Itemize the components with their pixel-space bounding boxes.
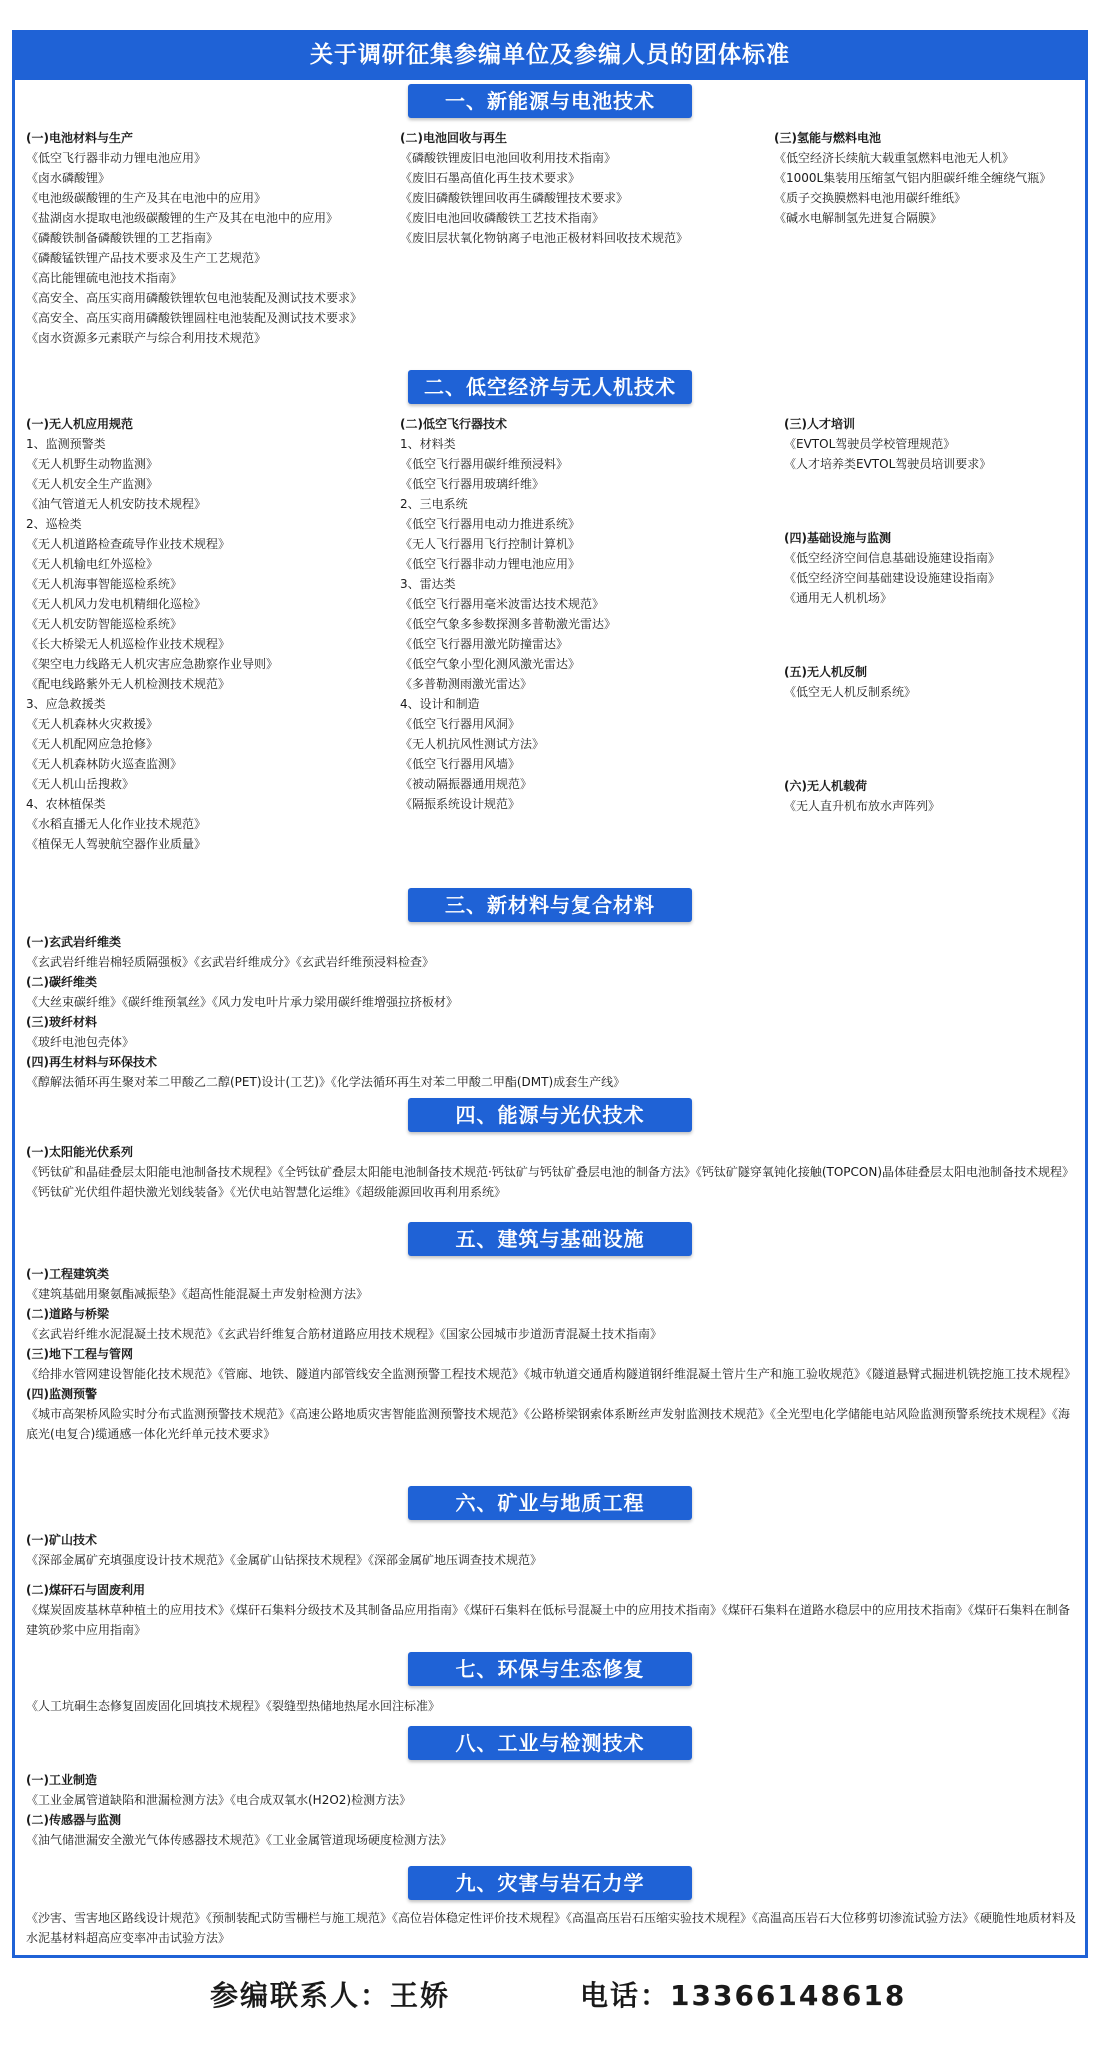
list-line: 《卤水磷酸锂》 xyxy=(26,171,111,185)
s1-col-3 xyxy=(774,128,1084,228)
list-line: 《高安全、高压实商用磷酸铁锂软包电池装配及测试技术要求》 xyxy=(26,291,363,305)
standard-list: 《大丝束碳纤维》《碳纤维预氧丝》《风力发电叶片承力梁用碳纤维增强拉挤板材》 xyxy=(26,995,459,1009)
list-line: 《无人机野生动物监测》 xyxy=(26,457,159,471)
s2-col-3-training xyxy=(784,414,1084,474)
list-line: (三)氢能与燃料电池 xyxy=(774,131,881,145)
list-line: 《无人直升机布放水声阵列》 xyxy=(784,799,941,813)
s1-col-2 xyxy=(400,128,770,248)
standard-list: 《沙害、雪害地区路线设计规范》《预制装配式防雪栅栏与施工规范》《高位岩体稳定性评价技术规程》《高温高压岩石压缩实验技术规程》《高温高压岩石大位移剪切渗流试验方法》《硬脆性地质材料及水泥基材料超高应变率冲击试验方法》 xyxy=(26,1911,1077,1945)
list-line: (五)无人机反制 xyxy=(784,665,867,679)
list-line: 《植保无人驾驶航空器作业质量》 xyxy=(26,837,207,851)
list-line: 《质子交换膜燃料电池用碳纤维纸》 xyxy=(774,191,967,205)
standard-list: 《玄武岩纤维岩棉轻质隔强板》《玄武岩纤维成分》《玄武岩纤维预浸料检查》 xyxy=(26,955,435,969)
list-line: 《EVTOL驾驶员学校管理规范》 xyxy=(784,437,956,451)
s7-block xyxy=(26,1696,1076,1716)
list-line: 《无人机安全生产监测》 xyxy=(26,477,159,491)
list-line: 《隔振系统设计规范》 xyxy=(400,797,521,811)
standard-list: 《玻纤电池包壳体》 xyxy=(26,1035,135,1049)
list-line: 《高比能锂硫电池技术指南》 xyxy=(26,271,183,285)
list-line: 《无人机配网应急抢修》 xyxy=(26,737,159,751)
list-line: 《无人机山岳搜救》 xyxy=(26,777,135,791)
list-line: (三)人才培训 xyxy=(784,417,855,431)
category-heading: (一)工程建筑类 xyxy=(26,1267,109,1281)
list-line: 《卤水资源多元素联产与综合利用技术规范》 xyxy=(26,331,267,345)
s5-block xyxy=(26,1264,1076,1444)
section-banner-low-altitude: 二、低空经济与无人机技术 xyxy=(408,370,692,404)
list-line: 3、应急救援类 xyxy=(26,697,106,711)
list-line: 1、材料类 xyxy=(400,437,456,451)
section-banner-industry: 八、工业与检测技术 xyxy=(408,1726,692,1760)
category-heading: (二)道路与桥梁 xyxy=(26,1307,109,1321)
section-banner-new-materials: 三、新材料与复合材料 xyxy=(408,888,692,922)
category-heading: (一)玄武岩纤维类 xyxy=(26,935,121,949)
section-banner-new-energy: 一、新能源与电池技术 xyxy=(408,84,692,118)
category-heading: (四)再生材料与环保技术 xyxy=(26,1055,157,1069)
list-line: 《无人机安防智能巡检系统》 xyxy=(26,617,183,631)
list-line: 《废旧磷酸铁锂回收再生磷酸锂技术要求》 xyxy=(400,191,629,205)
list-line: 《低空飞行器非动力锂电池应用》 xyxy=(400,557,581,571)
list-line: 《低空飞行器用风洞》 xyxy=(400,717,521,731)
s6-block xyxy=(26,1530,1076,1640)
category-heading: (一)矿山技术 xyxy=(26,1533,97,1547)
category-heading: (三)地下工程与管网 xyxy=(26,1347,133,1361)
list-line: 4、设计和制造 xyxy=(400,697,480,711)
standard-list: 《玄武岩纤维水泥混凝土技术规范》《玄武岩纤维复合筋材道路应用技术规程》《国家公园城市步道沥青混凝土技术指南》 xyxy=(26,1327,663,1341)
s2-col-3-counter xyxy=(784,662,1084,702)
section-banner-construction: 五、建筑与基础设施 xyxy=(408,1222,692,1256)
s4-block xyxy=(26,1142,1076,1202)
standard-list: 《工业金属管道缺陷和泄漏检测方法》《电合成双氧水(H2O2)检测方法》 xyxy=(26,1793,412,1807)
list-line: 《磷酸铁制备磷酸铁锂的工艺指南》 xyxy=(26,231,219,245)
standard-list: 《钙钛矿和晶硅叠层太阳能电池制备技术规程》《全钙钛矿叠层太阳能电池制备技术规范·钙钛矿与钙钛矿叠层电池的制备方法》《钙钛矿隧穿氧钝化接触(TOPCON)晶体硅叠层太阳电池制备技术规程》《钙钛矿光伏组件超快激光划线装备》《光伏电站智慧化运维》《超级能源回收再利用系统》 xyxy=(26,1165,1074,1199)
list-line: 《低空飞行器用激光防撞雷达》 xyxy=(400,637,569,651)
list-line: 《废旧层状氧化物钠离子电池正极材料回收技术规范》 xyxy=(400,231,689,245)
s2-col-2 xyxy=(400,414,770,814)
section-banner-mining: 六、矿业与地质工程 xyxy=(408,1486,692,1520)
contact-person: 参编联系人：王娇 xyxy=(210,1979,451,2012)
list-line: 4、农林植保类 xyxy=(26,797,106,811)
list-line: 《无人机抗风性测试方法》 xyxy=(400,737,545,751)
list-line: 《低空飞行器用毫米波雷达技术规范》 xyxy=(400,597,605,611)
list-line: 《无人机风力发电机精细化巡检》 xyxy=(26,597,207,611)
category-heading: (一)太阳能光伏系列 xyxy=(26,1145,133,1159)
standard-list: 《煤炭固废基林草种植土的应用技术》《煤矸石集料分级技术及其制备品应用指南》《煤矸石集料在低标号混凝土中的应用技术指南》《煤矸石集料在道路水稳层中的应用技术指南》《煤矸石集料在制备建筑砂浆中应用指南》 xyxy=(26,1603,1071,1637)
category-heading: (四)监测预警 xyxy=(26,1387,97,1401)
section-banner-ecology: 七、环保与生态修复 xyxy=(408,1652,692,1686)
list-line: 《盐湖卤水提取电池级碳酸锂的生产及其在电池中的应用》 xyxy=(26,211,339,225)
list-line: 《1000L集装用压缩氢气铝内胆碳纤维全缠绕气瓶》 xyxy=(774,171,1052,185)
list-line: (一)电池材料与生产 xyxy=(26,131,133,145)
list-line: 《低空无人机反制系统》 xyxy=(784,685,917,699)
standard-list: 《油气储泄漏安全激光气体传感器技术规范》《工业金属管道现场硬度检测方法》 xyxy=(26,1833,453,1847)
standard-list: 《建筑基础用聚氨酯减振垫》《超高性能混凝土声发射检测方法》 xyxy=(26,1287,369,1301)
list-line: 1、监测预警类 xyxy=(26,437,106,451)
s2-col-3-infrastructure xyxy=(784,528,1084,608)
list-line: 《高安全、高压实商用磷酸铁锂圆柱电池装配及测试技术要求》 xyxy=(26,311,363,325)
s2-col-1 xyxy=(26,414,396,854)
list-line: 《油气管道无人机安防技术规程》 xyxy=(26,497,207,511)
list-line: 《低空经济长续航大载重氢燃料电池无人机》 xyxy=(774,151,1015,165)
list-line: 《水稻直播无人化作业技术规范》 xyxy=(26,817,207,831)
list-line: (一)无人机应用规范 xyxy=(26,417,133,431)
category-heading: (一)工业制造 xyxy=(26,1773,97,1787)
standard-list: 《人工坑硐生态修复固废固化回填技术规程》《裂缝型热储地热尾水回注标准》 xyxy=(26,1699,441,1713)
standard-list: 《深部金属矿充填强度设计技术规范》《金属矿山钻探技术规程》《深部金属矿地压调查技术规范》 xyxy=(26,1553,543,1567)
list-line: 《废旧电池回收磷酸铁工艺技术指南》 xyxy=(400,211,605,225)
list-line: 《无人机森林防火巡查监测》 xyxy=(26,757,183,771)
list-line: 《低空经济空间信息基础设施建设指南》 xyxy=(784,551,1001,565)
s3-block xyxy=(26,932,1076,1092)
category-heading: (三)玻纤材料 xyxy=(26,1015,97,1029)
list-line: 《电池级碳酸锂的生产及其在电池中的应用》 xyxy=(26,191,267,205)
list-line: 《配电线路紫外无人机检测技术规范》 xyxy=(26,677,231,691)
s1-col-1 xyxy=(26,128,396,348)
section-banner-disaster: 九、灾害与岩石力学 xyxy=(408,1866,692,1900)
list-line: 《通用无人机机场》 xyxy=(784,591,893,605)
list-line: 《低空经济空间基础建设设施建设指南》 xyxy=(784,571,1001,585)
list-line: 《低空气象小型化测风激光雷达》 xyxy=(400,657,581,671)
list-line: 《无人机输电红外巡检》 xyxy=(26,557,159,571)
list-line: (二)电池回收与再生 xyxy=(400,131,507,145)
list-line: 《无人机海事智能巡检系统》 xyxy=(26,577,183,591)
list-line: 《架空电力线路无人机灾害应急勘察作业导则》 xyxy=(26,657,279,671)
standard-list: 《醇解法循环再生聚对苯二甲酸乙二醇(PET)设计(工艺)》《化学法循环再生对苯二甲酸二甲酯(DMT)成套生产线》 xyxy=(26,1075,626,1089)
list-line: 《低空飞行器非动力锂电池应用》 xyxy=(26,151,207,165)
list-line: 《多普勒测雨激光雷达》 xyxy=(400,677,533,691)
page-title: 关于调研征集参编单位及参编人员的团体标准 xyxy=(12,30,1088,80)
list-line: 《低空气象多参数探测多普勒激光雷达》 xyxy=(400,617,617,631)
list-line: 《人才培养类EVTOL驾驶员培训要求》 xyxy=(784,457,992,471)
category-heading: (二)煤矸石与固废利用 xyxy=(26,1583,145,1597)
contact-phone: 电话：13366148618 xyxy=(580,1979,907,2012)
list-line: 《磷酸锰铁锂产品技术要求及生产工艺规范》 xyxy=(26,251,267,265)
standard-list: 《城市高架桥风险实时分布式监测预警技术规范》《高速公路地质灾害智能监测预警技术规范》《公路桥梁钢索体系断丝声发射监测技术规范》《全光型电化学储能电站风险监测预警系统技术规程》《海底光(电复合)缆通感一体化光纤单元技术要求》 xyxy=(26,1407,1071,1441)
list-line: (二)低空飞行器技术 xyxy=(400,417,507,431)
category-heading: (二)碳纤维类 xyxy=(26,975,97,989)
list-line: 《低空飞行器用玻璃纤维》 xyxy=(400,477,545,491)
section-banner-photovoltaic: 四、能源与光伏技术 xyxy=(408,1098,692,1132)
list-line: 《长大桥梁无人机巡检作业技术规程》 xyxy=(26,637,231,651)
list-line: 《碱水电解制氢先进复合隔膜》 xyxy=(774,211,943,225)
list-line: 2、巡检类 xyxy=(26,517,82,531)
list-line: 《低空飞行器用碳纤维预浸料》 xyxy=(400,457,569,471)
list-line: 《低空飞行器用风墙》 xyxy=(400,757,521,771)
list-line: 《无人机森林火灾救援》 xyxy=(26,717,159,731)
list-line: 《废旧石墨高值化再生技术要求》 xyxy=(400,171,581,185)
list-line: (四)基础设施与监测 xyxy=(784,531,891,545)
list-line: (六)无人机载荷 xyxy=(784,779,867,793)
s8-block xyxy=(26,1770,1076,1850)
standard-list: 《给排水管网建设智能化技术规范》《管廊、地铁、隧道内部管线安全监测预警工程技术规范》《城市轨道交通盾构隧道钢纤维混凝土管片生产和施工验收规范》《隧道悬臂式掘进机铣挖施工技术规程》 xyxy=(26,1367,1077,1381)
s2-col-3-payload xyxy=(784,776,1084,816)
list-line: 《被动隔振器通用规范》 xyxy=(400,777,533,791)
s9-block xyxy=(26,1908,1076,1948)
list-line: 3、雷达类 xyxy=(400,577,456,591)
list-line: 《磷酸铁锂废旧电池回收利用技术指南》 xyxy=(400,151,617,165)
list-line: 2、三电系统 xyxy=(400,497,468,511)
category-heading: (二)传感器与监测 xyxy=(26,1813,121,1827)
list-line: 《低空飞行器用电动力推进系统》 xyxy=(400,517,581,531)
list-line: 《无人飞行器用飞行控制计算机》 xyxy=(400,537,581,551)
list-line: 《无人机道路检查疏导作业技术规程》 xyxy=(26,537,231,551)
